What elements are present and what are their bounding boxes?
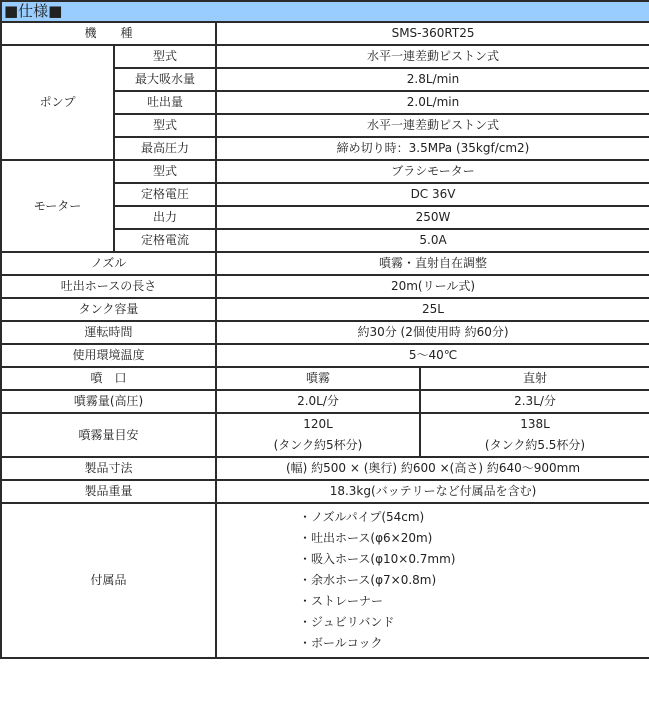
general-row-label: タンク容量: [1, 298, 216, 321]
dimensions-row: [1, 457, 649, 480]
jet-volume: 138L: [520, 417, 550, 431]
accessories-row: [1, 503, 649, 658]
accessory-item: ・吸入ホース(φ10×0.7mm): [299, 552, 456, 566]
general-row-value: 約30分 (2個使用時 約60分): [216, 321, 649, 344]
title-row: [1, 1, 649, 22]
nozzle-mist-value: 2.0L/分: [216, 390, 420, 413]
mist-volume: 120L: [303, 417, 333, 431]
weight-row: [1, 480, 649, 503]
pump-row-value: 2.8L/min: [216, 68, 649, 91]
spec-title: ■仕様■: [1, 1, 649, 22]
accessories-label: 付属品: [1, 503, 216, 658]
mist-header: 噴霧: [216, 367, 420, 390]
pump-row-label: 最高圧力: [114, 137, 216, 160]
general-row-value: 20m(リール式): [216, 275, 649, 298]
general-row: [1, 252, 649, 275]
weight-label: 製品重量: [1, 480, 216, 503]
pump-row-value: 水平一連差動ピストン式: [216, 45, 649, 68]
accessory-item: ・ストレーナー: [299, 594, 384, 608]
accessories-list: [216, 503, 649, 658]
nozzle-row: [1, 390, 649, 413]
dimensions-value: (幅) 約500 × (奥行) 約600 ×(高さ) 約640～900mm: [216, 457, 649, 480]
pump-label: ポンプ: [1, 45, 114, 160]
general-row: [1, 321, 649, 344]
general-row-value: 5～40℃: [216, 344, 649, 367]
general-row: [1, 298, 649, 321]
pump-row-label: 最大吸水量: [114, 68, 216, 91]
nozzle-jet-value: 2.3L/分: [420, 390, 649, 413]
model-row: [1, 22, 649, 45]
model-value: SMS-360RT25: [216, 22, 649, 45]
general-row: [1, 275, 649, 298]
motor-row-label: 定格電流: [114, 229, 216, 252]
general-row-label: 吐出ホースの長さ: [1, 275, 216, 298]
pump-row-label: 型式: [114, 114, 216, 137]
nozzle-label: 噴 口: [1, 367, 216, 390]
dimensions-label: 製品寸法: [1, 457, 216, 480]
accessory-item: ・余水ホース(φ7×0.8m): [299, 573, 437, 587]
motor-row-label: 型式: [114, 160, 216, 183]
nozzle-header-row: [1, 367, 649, 390]
pump-row-value: 水平一連差動ピストン式: [216, 114, 649, 137]
accessory-item: ・吐出ホース(φ6×20m): [299, 531, 433, 545]
motor-row-value: 250W: [216, 206, 649, 229]
general-row-value: 25L: [216, 298, 649, 321]
mist-tank-count: (タンク約5杯分): [273, 438, 363, 452]
pump-row-label: 吐出量: [114, 91, 216, 114]
nozzle-row-label: 噴霧量(高圧): [1, 390, 216, 413]
nozzle-mist-value: [216, 413, 420, 457]
pump-row-value: 締め切り時：3.5MPa (35kgf/cm2): [216, 137, 649, 160]
motor-row-value: ブラシモーター: [216, 160, 649, 183]
general-row-label: ノズル: [1, 252, 216, 275]
general-row-value: 噴霧・直射自在調整: [216, 252, 649, 275]
accessory-item: ・ノズルパイプ(54cm): [299, 510, 425, 524]
motor-row-value: DC 36V: [216, 183, 649, 206]
general-row-label: 運転時間: [1, 321, 216, 344]
general-row-label: 使用環境温度: [1, 344, 216, 367]
motor-row-label: 出力: [114, 206, 216, 229]
pump-row: [1, 45, 649, 68]
model-label: 機 種: [1, 22, 216, 45]
motor-row: [1, 160, 649, 183]
nozzle-row: [1, 413, 649, 457]
accessory-item: ・ボールコック: [299, 636, 383, 650]
weight-value: 18.3kg(バッテリーなど付属品を含む): [216, 480, 649, 503]
general-row: [1, 344, 649, 367]
jet-header: 直射: [420, 367, 649, 390]
motor-row-value: 5.0A: [216, 229, 649, 252]
nozzle-row-label: 噴霧量目安: [1, 413, 216, 457]
pump-row-label: 型式: [114, 45, 216, 68]
motor-label: モーター: [1, 160, 114, 252]
pump-row-value: 2.0L/min: [216, 91, 649, 114]
jet-tank-count: (タンク約5.5杯分): [484, 438, 586, 452]
nozzle-jet-value: [420, 413, 649, 457]
accessory-item: ・ジュビリバンド: [299, 615, 395, 629]
motor-row-label: 定格電圧: [114, 183, 216, 206]
